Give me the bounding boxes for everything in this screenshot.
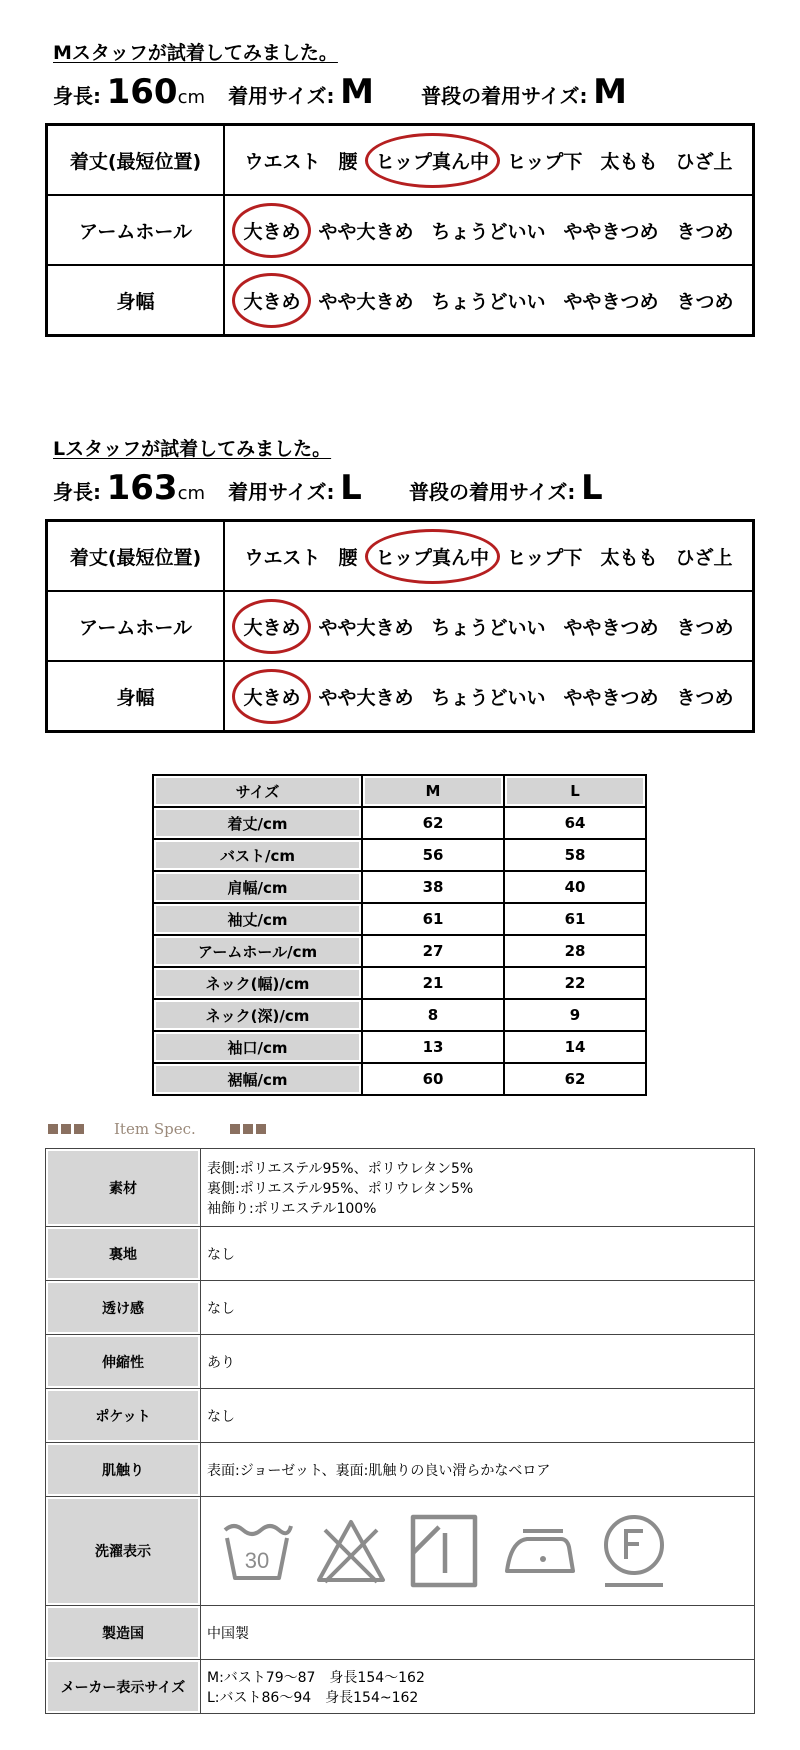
- fit-row-label: 着丈(最短位置): [47, 521, 225, 592]
- height-unit: cm: [177, 483, 205, 504]
- size-row-label: 袖丈/cm: [153, 903, 362, 935]
- fit-option: 太もも: [600, 546, 658, 569]
- fit-row-label: アームホール: [47, 195, 225, 265]
- fit-option: ややきつめ: [563, 290, 659, 313]
- size-row-label: バスト/cm: [153, 839, 362, 871]
- fit-option-selected: 大きめ: [241, 683, 302, 710]
- spec-row-maker-size: [46, 1660, 755, 1714]
- spec-value: [201, 1660, 755, 1714]
- fit-row-length: [47, 521, 754, 592]
- fit-option-selected: ヒップ真ん中: [374, 147, 491, 174]
- size-header-cell: サイズ: [153, 775, 362, 807]
- spec-label: 洗濯表示: [46, 1497, 201, 1606]
- fit-row-label: 身幅: [47, 661, 225, 732]
- fit-row-length: [47, 125, 754, 196]
- size-table: [152, 774, 647, 1096]
- size-l-value: 58: [504, 839, 646, 871]
- fit-option: きつめ: [676, 686, 734, 709]
- size-row: [153, 807, 646, 839]
- fit-option: ややきつめ: [563, 686, 659, 709]
- spec-label: 肌触り: [46, 1443, 201, 1497]
- size-m-value: 27: [362, 935, 504, 967]
- fit-row-armhole: [47, 591, 754, 661]
- size-m-value: 13: [362, 1031, 504, 1063]
- fit-option: ちょうどいい: [431, 686, 546, 709]
- size-row: [153, 935, 646, 967]
- staff-stats: [53, 72, 627, 112]
- size-l-value: 22: [504, 967, 646, 999]
- size-m-value: 8: [362, 999, 504, 1031]
- fit-option: やや大きめ: [318, 686, 414, 709]
- size-l-value: 64: [504, 807, 646, 839]
- size-l-value: 62: [504, 1063, 646, 1095]
- spec-label: 伸縮性: [46, 1335, 201, 1389]
- dry-flat-icon: [409, 1513, 479, 1589]
- spec-row-origin: [46, 1606, 755, 1660]
- fit-option: ちょうどいい: [431, 220, 546, 243]
- size-row-label: 肩幅/cm: [153, 871, 362, 903]
- item-spec-heading: [48, 1120, 266, 1138]
- fit-option: やや大きめ: [318, 616, 414, 639]
- spec-value: 中国製: [201, 1606, 755, 1660]
- worn-size-label: 着用サイズ:: [228, 480, 335, 504]
- size-m-value: 62: [362, 807, 504, 839]
- spec-value: なし: [201, 1227, 755, 1281]
- size-l-value: 40: [504, 871, 646, 903]
- spec-value: なし: [201, 1281, 755, 1335]
- spec-label: メーカー表示サイズ: [46, 1660, 201, 1714]
- size-row-label: ネック(幅)/cm: [153, 967, 362, 999]
- fit-row-armhole: [47, 195, 754, 265]
- worn-size-value: L: [340, 468, 362, 508]
- fit-option: ややきつめ: [563, 616, 659, 639]
- staff-title: Lスタッフが試着してみました。: [53, 438, 332, 460]
- spec-line: L:バスト86〜94 身長154~162: [207, 1689, 419, 1706]
- fit-row-width: [47, 265, 754, 336]
- staff-fit-section-l: [45, 434, 755, 764]
- size-table-header: [153, 775, 646, 807]
- height-label: 身長:: [53, 480, 101, 504]
- size-row-label: 袖口/cm: [153, 1031, 362, 1063]
- fit-row-label: 着丈(最短位置): [47, 125, 225, 196]
- spec-line: 裏側:ポリエステル95%、ポリウレタン5%: [207, 1180, 474, 1197]
- spec-value: [201, 1149, 755, 1227]
- fit-option: ちょうどいい: [431, 290, 546, 313]
- worn-size-label: 着用サイズ:: [228, 84, 335, 108]
- spec-value: [201, 1497, 755, 1606]
- fit-option-selected: 大きめ: [241, 217, 302, 244]
- item-spec-title: Item Spec.: [114, 1120, 196, 1138]
- spec-row-stretch: [46, 1335, 755, 1389]
- spec-row-lining: [46, 1227, 755, 1281]
- staff-fit-section-m: [45, 38, 755, 368]
- usual-size-label: 普段の着用サイズ:: [408, 480, 576, 504]
- fit-option: ややきつめ: [563, 220, 659, 243]
- wash-temp-label: 30: [244, 1548, 270, 1573]
- fit-option: ヒップ下: [507, 150, 583, 173]
- usual-size-label: 普段の着用サイズ:: [421, 84, 588, 108]
- spec-value: 表面:ジョーゼット、裏面:肌触りの良い滑らかなベロア: [201, 1443, 755, 1497]
- fit-row-width: [47, 661, 754, 732]
- spec-value: なし: [201, 1389, 755, 1443]
- size-row: [153, 1063, 646, 1095]
- wash-30-icon: [221, 1516, 293, 1586]
- fit-row-label: アームホール: [47, 591, 225, 661]
- spec-line: M:バスト79〜87 身長154〜162: [207, 1669, 425, 1686]
- fit-row-label: 身幅: [47, 265, 225, 336]
- fit-option: やや大きめ: [318, 220, 414, 243]
- dry-clean-f-icon: [599, 1511, 669, 1591]
- height-value: 163: [106, 468, 178, 508]
- spec-label: 素材: [46, 1149, 201, 1227]
- care-icons: [207, 1511, 748, 1591]
- fit-table: [45, 123, 755, 337]
- spec-label: 製造国: [46, 1606, 201, 1660]
- fit-option: やや大きめ: [318, 290, 414, 313]
- spec-value: あり: [201, 1335, 755, 1389]
- size-row-label: アームホール/cm: [153, 935, 362, 967]
- spec-row-care: [46, 1497, 755, 1606]
- size-l-value: 14: [504, 1031, 646, 1063]
- spec-label: ポケット: [46, 1389, 201, 1443]
- size-row-label: 着丈/cm: [153, 807, 362, 839]
- worn-size-value: M: [340, 72, 374, 112]
- fit-option-selected: 大きめ: [241, 287, 302, 314]
- size-row-label: 裾幅/cm: [153, 1063, 362, 1095]
- size-row: [153, 903, 646, 935]
- fit-option: ひざ上: [675, 150, 733, 173]
- spec-row-texture: [46, 1443, 755, 1497]
- size-row: [153, 1031, 646, 1063]
- size-l-value: 9: [504, 999, 646, 1031]
- staff-title: Mスタッフが試着してみました。: [53, 42, 338, 64]
- fit-options: [225, 543, 752, 570]
- height-unit: cm: [177, 87, 205, 108]
- usual-size-value: L: [580, 468, 603, 508]
- size-header-cell: M: [362, 775, 504, 807]
- fit-option: 腰: [338, 150, 358, 173]
- fit-options: [225, 613, 752, 640]
- size-m-value: 61: [362, 903, 504, 935]
- staff-stats: [53, 468, 603, 508]
- fit-options: [225, 217, 752, 244]
- size-m-value: 56: [362, 839, 504, 871]
- size-row: [153, 871, 646, 903]
- size-m-value: 60: [362, 1063, 504, 1095]
- iron-low-icon: [501, 1521, 577, 1581]
- size-l-value: 28: [504, 935, 646, 967]
- fit-table: [45, 519, 755, 733]
- height-value: 160: [106, 72, 178, 112]
- size-row: [153, 999, 646, 1031]
- spec-row-sheerness: [46, 1281, 755, 1335]
- fit-option-selected: ヒップ真ん中: [374, 543, 491, 570]
- size-m-value: 21: [362, 967, 504, 999]
- size-row-label: ネック(深)/cm: [153, 999, 362, 1031]
- fit-option-selected: 大きめ: [241, 613, 302, 640]
- spec-row-pocket: [46, 1389, 755, 1443]
- fit-option: ウエスト: [244, 150, 321, 173]
- fit-option: 太もも: [600, 150, 658, 173]
- decor-squares-icon: [230, 1124, 266, 1134]
- spec-label: 裏地: [46, 1227, 201, 1281]
- size-l-value: 61: [504, 903, 646, 935]
- fit-option: きつめ: [676, 616, 734, 639]
- fit-options: [225, 683, 752, 710]
- decor-squares-icon: [48, 1124, 84, 1134]
- usual-size-value: M: [593, 72, 627, 112]
- spec-line: 表側:ポリエステル95%、ポリウレタン5%: [207, 1160, 474, 1177]
- fit-option: きつめ: [676, 290, 734, 313]
- fit-option: 腰: [338, 546, 358, 569]
- height-label: 身長:: [53, 84, 101, 108]
- fit-options: [225, 287, 752, 314]
- size-m-value: 38: [362, 871, 504, 903]
- item-spec-table: [45, 1148, 755, 1714]
- fit-option: ちょうどいい: [431, 616, 546, 639]
- fit-option: きつめ: [676, 220, 734, 243]
- no-bleach-icon: [315, 1516, 387, 1586]
- size-header-cell: L: [504, 775, 646, 807]
- fit-option: ひざ上: [675, 546, 733, 569]
- fit-option: ウエスト: [244, 546, 321, 569]
- size-row: [153, 967, 646, 999]
- spec-label: 透け感: [46, 1281, 201, 1335]
- spec-row-material: [46, 1149, 755, 1227]
- spec-line: 袖飾り:ポリエステル100%: [207, 1200, 377, 1217]
- fit-options: [225, 147, 752, 174]
- fit-option: ヒップ下: [507, 546, 583, 569]
- size-row: [153, 839, 646, 871]
